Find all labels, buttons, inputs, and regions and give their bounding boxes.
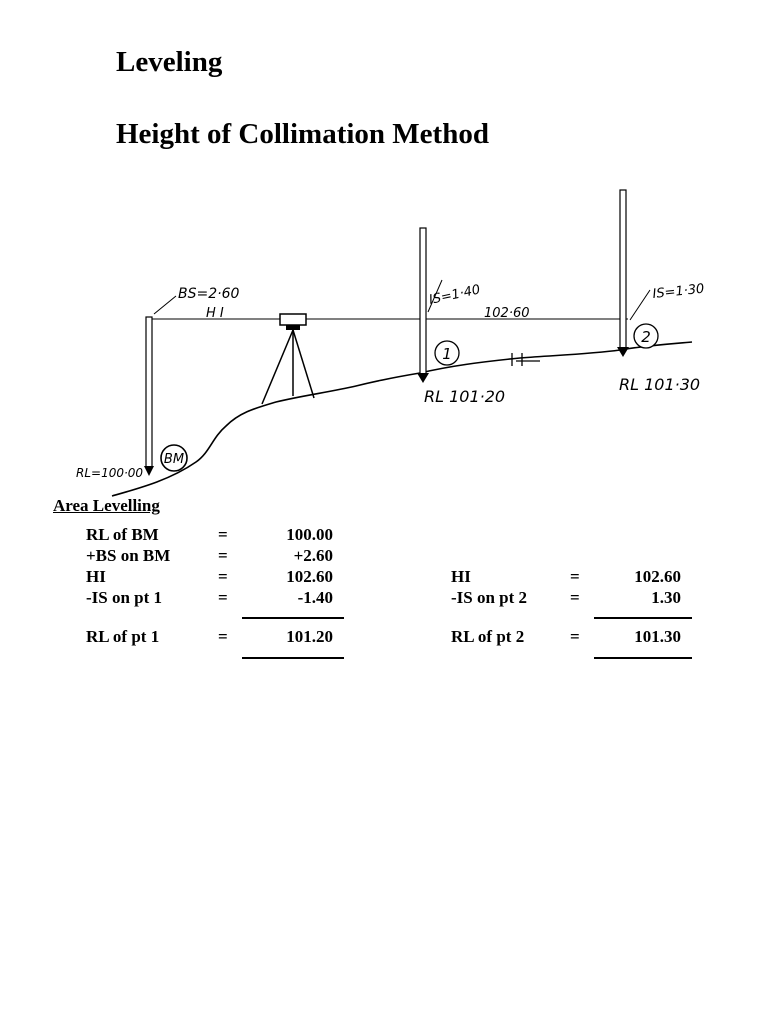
calc-equals: = xyxy=(218,567,228,586)
collimation-value-label: 102·60 xyxy=(484,306,530,321)
calc-equals: = xyxy=(218,546,228,565)
ground-profile-line xyxy=(112,342,692,496)
point-1-marker xyxy=(435,341,459,365)
is2-leader-line xyxy=(630,290,650,320)
calc-equals: = xyxy=(218,627,228,646)
leveling-diagram xyxy=(0,180,768,520)
result-rule xyxy=(242,657,344,659)
calc-value: 102.60 xyxy=(286,567,333,586)
calc-value: 100.00 xyxy=(286,525,333,544)
calc-equals: = xyxy=(570,567,580,586)
rl-point-1-label: RL 101·20 xyxy=(424,387,506,406)
calc-label: +BS on BM xyxy=(86,546,171,565)
page-subtitle: Height of Collimation Method xyxy=(116,118,489,150)
is1-label: IS=1·40 xyxy=(427,282,482,308)
svg-text:BM: BM xyxy=(163,452,185,467)
calc-value: -1.40 xyxy=(297,588,333,607)
bm-marker xyxy=(161,445,187,471)
bs-leader-line xyxy=(154,296,176,314)
svg-text:1: 1 xyxy=(442,345,452,363)
calc-label: -IS on pt 2 xyxy=(451,588,528,607)
calc-result-label: RL of pt 1 xyxy=(86,627,160,646)
calc-equals: = xyxy=(218,588,228,607)
calc-value: 1.30 xyxy=(651,588,681,607)
page-title: Leveling xyxy=(116,46,223,78)
calc-equals: = xyxy=(570,588,580,607)
calc-equals: = xyxy=(570,627,580,646)
calc-label: RL of BM xyxy=(86,525,159,544)
rl-bm-label: RL=100·00 xyxy=(76,466,144,480)
staff-point-2 xyxy=(617,190,629,357)
staff-point-1 xyxy=(417,228,429,383)
calc-value: +2.60 xyxy=(293,546,333,565)
break-mark xyxy=(512,353,540,366)
calc-result-label: RL of pt 2 xyxy=(451,627,525,646)
hi-label: H I xyxy=(206,306,224,321)
sum-rule xyxy=(242,617,344,619)
sum-rule xyxy=(594,617,692,619)
calc-result-value: 101.20 xyxy=(286,627,333,646)
calc-value: 102.60 xyxy=(634,567,681,586)
calc-result-value: 101.30 xyxy=(634,627,681,646)
svg-text:2: 2 xyxy=(641,328,651,346)
point-2-marker xyxy=(634,324,658,348)
staff-bm xyxy=(144,317,154,476)
calc-label: HI xyxy=(86,567,106,586)
is2-label: IS=1·30 xyxy=(651,281,706,302)
calc-label: -IS on pt 1 xyxy=(86,588,163,607)
bs-label: BS=2·60 xyxy=(178,286,240,302)
section-heading: Area Levelling xyxy=(53,496,160,515)
rl-point-2-label: RL 101·30 xyxy=(619,375,701,394)
result-rule xyxy=(594,657,692,659)
level-instrument-icon xyxy=(262,314,314,404)
calc-label: HI xyxy=(451,567,471,586)
calc-equals: = xyxy=(218,525,228,544)
